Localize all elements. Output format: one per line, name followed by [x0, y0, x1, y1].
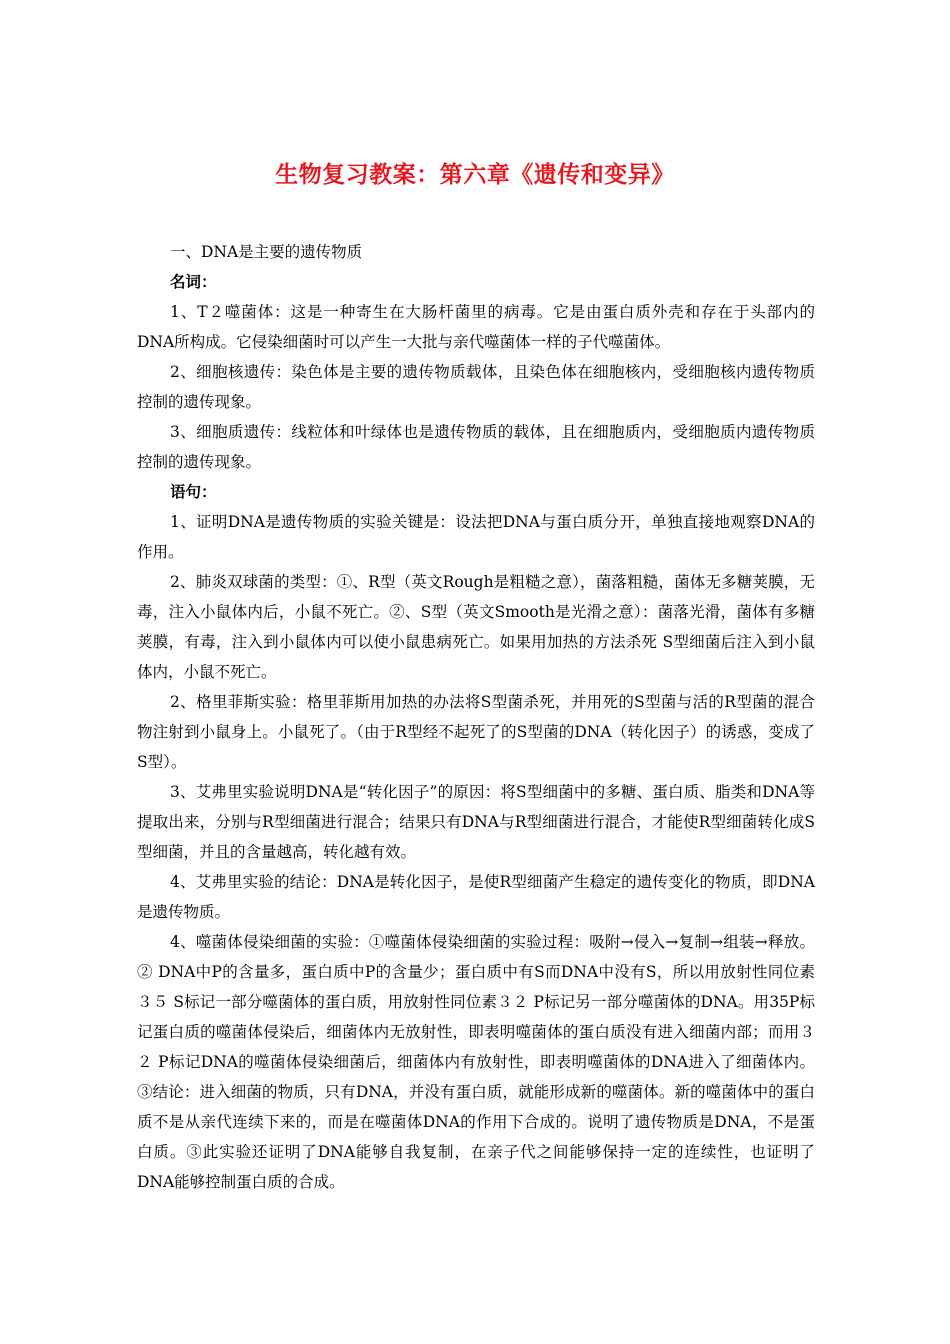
- sentence-paragraph-6: 4、噬菌体侵染细菌的实验：①噬菌体侵染细菌的实验过程：吸附→侵入→复制→组装→释放。② DNA中P的含量多，蛋白质中P的含量少；蛋白质中有S而DNA中没有S，所以用放射性同位素３５ S标记一部分噬菌体的蛋白质，用放射性同位素３２ P标记另一部分噬菌体的DNA。用35P标记蛋白质的噬菌体侵染后，细菌体内无放射性，即表明噬菌体的蛋白质没有进入细菌内部；而用３２ P标记DNA的噬菌体侵染细菌后，细菌体内有放射性，即表明噬菌体的DNA进入了细菌体内。③结论：进入细菌的物质，只有DNA，并没有蛋白质，就能形成新的噬菌体。新的噬菌体中的蛋白质不是从亲代连续下来的，而是在噬菌体DNA的作用下合成的。说明了遗传物质是DNA，不是蛋白质。③此实验还证明了DNA能够自我复制，在亲子代之间能够保持一定的连续性，也证明了DNA能够控制蛋白质的合成。: [137, 933, 815, 1191]
- noun-paragraph-2: 2、细胞核遗传：染色体是主要的遗传物质载体，且染色体在细胞核内，受细胞核内遗传物质控制的遗传现象。: [137, 363, 815, 411]
- sentence-paragraph-1: 1、证明DNA是遗传物质的实验关键是：设法把DNA与蛋白质分开，单独直接地观察DNA的作用。: [137, 513, 815, 561]
- sentence-paragraph-2: 2、肺炎双球菌的类型：①、R型（英文Rough是粗糙之意），菌落粗糙，菌体无多糖荚膜，无毒，注入小鼠体内后，小鼠不死亡。②、S型（英文Smooth是光滑之意）：菌落光滑，菌体有多糖荚膜，有毒，注入到小鼠体内可以使小鼠患病死亡。如果用加热的方法杀死 S型细菌后注入到小鼠体内，小鼠不死亡。: [137, 573, 815, 681]
- sentences-label: 语句：: [170, 482, 217, 501]
- document-body: [137, 237, 815, 1197]
- sentence-paragraph-5: 4、艾弗里实验的结论：DNA是转化因子，是使R型细菌产生稳定的遗传变化的物质，即DNA是遗传物质。: [137, 873, 815, 921]
- nouns-label: 名词：: [170, 272, 217, 291]
- noun-paragraph-1: 1、T２噬菌体：这是一种寄生在大肠杆菌里的病毒。它是由蛋白质外壳和存在于头部内的DNA所构成。它侵染细菌时可以产生一大批与亲代噬菌体一样的子代噬菌体。: [137, 303, 815, 351]
- section-heading: 一、DNA是主要的遗传物质: [170, 243, 363, 261]
- document-title: 生物复习教案：第六章《遗传和变异》: [275, 161, 675, 188]
- sentence-paragraph-4: 3、艾弗里实验说明DNA是“转化因子”的原因：将S型细菌中的多糖、蛋白质、脂类和DNA等提取出来，分别与R型细菌进行混合；结果只有DNA与R型细菌进行混合，才能使R型细菌转化成S型细菌，并且的含量越高，转化越有效。: [137, 783, 815, 861]
- noun-paragraph-3: 3、细胞质遗传：线粒体和叶绿体也是遗传物质的载体，且在细胞质内，受细胞质内遗传物质控制的遗传现象。: [137, 423, 815, 471]
- sentence-paragraph-3: 2、格里菲斯实验：格里菲斯用加热的办法将S型菌杀死，并用死的S型菌与活的R型菌的混合物注射到小鼠身上。小鼠死了。（由于R型经不起死了的S型菌的DNA（转化因子）的诱惑，变成了S型）。: [137, 693, 815, 771]
